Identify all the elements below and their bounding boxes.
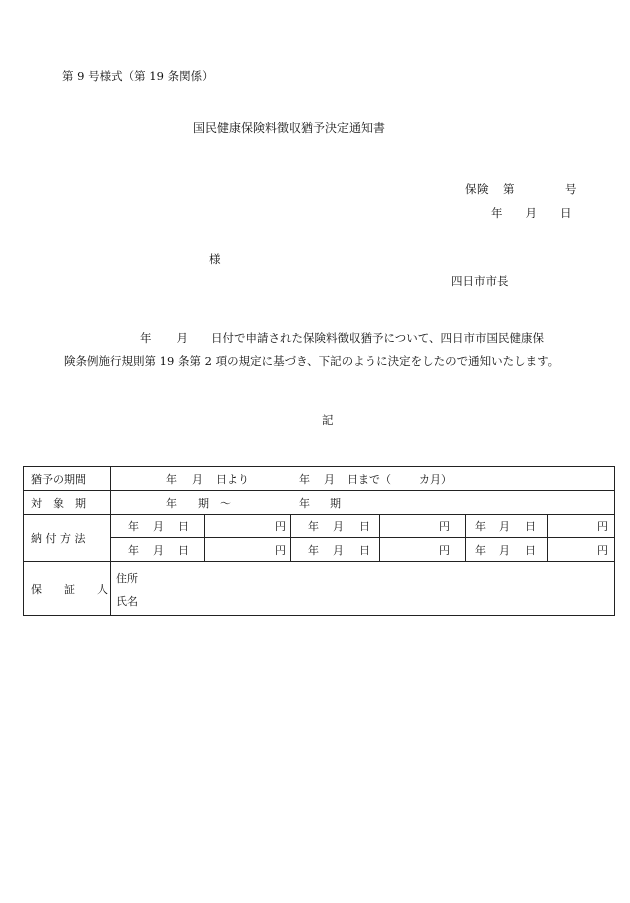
payment-year: 年 [308,544,319,557]
period-to-label: 日まで（ [347,473,391,486]
payment-year: 年 [475,544,486,557]
target-ki-from: 期 ～ [198,497,231,510]
period-year-to: 年 [299,473,310,486]
reference-number [465,184,577,196]
date-month: 月 [525,206,537,220]
body-year: 年 [140,331,152,345]
payment-year: 年 [128,544,139,557]
payment-yen: 円 [439,544,450,557]
guarantor-name-label: 氏名 [116,595,138,608]
target-year-from: 年 [166,497,177,510]
payment-yen: 円 [597,544,608,557]
period-year-from: 年 [166,473,177,486]
payment-day: 日 [525,544,536,557]
row-divider [24,490,614,491]
ref-go: 号 [565,182,577,196]
payment-day: 日 [525,520,536,533]
payment-yen: 円 [275,520,286,533]
addressee-honorific: 様 [209,252,221,266]
ref-dai: 第 [503,182,515,196]
guarantor-header: 保 証 人 [31,583,108,596]
payment-yen: 円 [275,544,286,557]
col-divider [379,514,380,561]
period-months-label: カ月） [419,473,452,486]
form-number: 第 9 号様式（第 19 条関係） [62,69,214,83]
row-divider [24,514,614,515]
ref-prefix: 保険 [465,182,489,196]
payment-month: 月 [333,544,344,557]
target-ki-to: 期 [330,497,341,510]
guarantor-address-label: 住所 [116,572,138,585]
payment-yen: 円 [439,520,450,533]
payment-month: 月 [153,520,164,533]
payment-month: 月 [153,544,164,557]
ki-heading: 記 [322,413,334,427]
payment-month: 月 [333,520,344,533]
period-month-from: 月 [192,473,203,486]
issuer-name: 四日市市長 [451,274,509,288]
detail-table [23,466,615,616]
col-divider [204,514,205,561]
col-divider [110,467,111,615]
payment-header: 納 付 方 法 [31,532,86,545]
date-day: 日 [560,206,572,220]
payment-day: 日 [359,544,370,557]
issue-date [491,208,572,220]
document-title: 国民健康保険料徴収猶予決定通知書 [193,121,386,135]
row-divider [110,537,614,538]
period-month-to: 月 [324,473,335,486]
payment-day: 日 [178,520,189,533]
payment-yen: 円 [597,520,608,533]
target-header: 対 象 期 [31,497,86,510]
payment-month: 月 [499,520,510,533]
payment-year: 年 [308,520,319,533]
row-divider [24,561,614,562]
body-line-2: 険条例施行規則第 19 条第 2 項の規定に基づき、下記のように決定をしたので通知いたします。 [64,354,560,368]
target-year-to: 年 [299,497,310,510]
payment-month: 月 [499,544,510,557]
payment-year: 年 [475,520,486,533]
col-divider [290,514,291,561]
period-header: 猶予の期間 [31,473,86,486]
col-divider [465,514,466,561]
col-divider [547,514,548,561]
payment-day: 日 [178,544,189,557]
payment-day: 日 [359,520,370,533]
date-year: 年 [491,206,503,220]
payment-year: 年 [128,520,139,533]
body-month: 月 [176,331,188,345]
period-from-label: 日より [216,473,249,486]
body-line1-text: 日付で申請された保険料徴収猶予について、四日市市国民健康保 [211,331,545,345]
body-line-1 [140,333,544,345]
